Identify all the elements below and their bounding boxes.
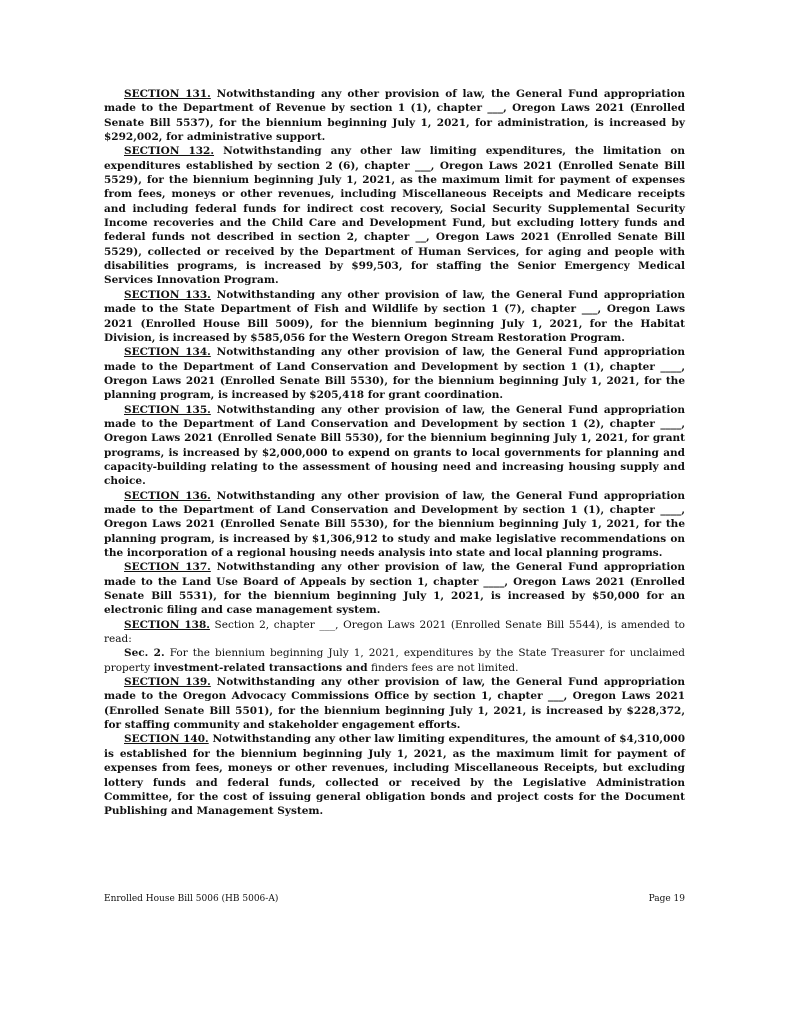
section-text: Notwithstanding any other provision of law, the General Fund appropriation made to the Department of Revenue by section 1 (1), chapter ___, Oregon Laws 2021 (Enrolled Senate Bill 5537), for the biennium beginning July 1, 2021, for administration, is increased by $292,002, for administrative support. [104,88,686,144]
section-text: Notwithstanding any other provision of law, the General Fund appropriation made to the State Department of Fish and Wildlife by section 1 (7), chapter ___, Oregon Laws 2021 (Enrolled House Bill 5009), for the biennium beginning July 1, 2021, for the Habitat Division, is increased by $585,056 for the Western Oregon Stream Restoration Program. [104,288,686,344]
section-133 [104,288,685,345]
section-label: SECTION 131. [124,88,211,100]
document-body [104,87,685,819]
footer-bill-name: Enrolled House Bill 5006 (HB 5006-A) [104,894,279,904]
section-136 [104,489,685,561]
section-139 [104,675,685,732]
section-label: SECTION 139. [124,676,211,689]
amendment-bold-text: investment-related transactions and [153,661,368,674]
section-134 [104,345,685,402]
amendment-label: Sec. 2. [124,647,165,660]
section-label: SECTION 135. [124,403,211,416]
footer-page-number: Page 19 [648,894,685,904]
sec-2-amendment [104,646,685,675]
section-label: SECTION 140. [124,733,209,746]
section-label: SECTION 132. [124,145,215,158]
section-text: Notwithstanding any other provision of law, the General Fund appropriation made to the Department of Land Conservation and Development by section 1 (1), chapter ____, Oregon Laws 2021 (Enrolled Senate Bill 5530), for the biennium beginning July 1, 2021, for the planning program, is increased by $1,306,912 to study and make legislative recommendations on the incorporation of a regional housing needs analysis into state and local planning programs. [104,489,686,559]
section-137 [104,560,685,617]
section-text: Notwithstanding any other provision of law, the General Fund appropriation made to the Department of Land Conservation and Development by section 1 (1), chapter ____, Oregon Laws 2021 (Enrolled Senate Bill 5530), for the biennium beginning July 1, 2021, for the planning program, is increased by $205,418 for grant coordination. [104,346,686,402]
amendment-text-end: finders fees are not limited. [370,661,519,674]
section-135 [104,403,685,489]
section-label: SECTION 138. [124,618,210,631]
section-label: SECTION 137. [124,561,211,574]
section-132 [104,144,685,287]
section-text: Notwithstanding any other provision of law, the General Fund appropriation made to the Land Use Board of Appeals by section 1, chapter ____, Oregon Laws 2021 (Enrolled Senate Bill 5531), for the biennium beginning July 1, 2021, is increased by $50,000 for an electronic filing and case management system. [104,561,686,617]
section-text: Notwithstanding any other provision of law, the General Fund appropriation made to the Oregon Advocacy Commissions Office by section 1, chapter ___, Oregon Laws 2021 (Enrolled Senate Bill 5501), for the biennium beginning July 1, 2021, is increased by $228,372, for staffing community and stakeholder engagement efforts. [104,676,686,732]
section-text: Notwithstanding any other provision of law, the General Fund appropriation made to the Department of Land Conservation and Development by section 1 (2), chapter ____, Oregon Laws 2021 (Enrolled Senate Bill 5530), for the biennium beginning July 1, 2021, for grant programs, is increased by $2,000,000 to expend on grants to local governments for planning and capacity-building relating to the assessment of housing need and increasing housing supply and choice. [104,403,686,488]
page-footer [104,894,685,904]
section-text: Notwithstanding any other law limiting expenditures, the limitation on expenditures established by section 2 (6), chapter ___, Oregon Laws 2021 (Enrolled Senate Bill 5529), for the biennium beginning July 1, 2021, as the maximum limit for payment of expenses from fees, moneys or other revenues, including Miscellaneous Receipts and Medicare receipts and including federal funds for indirect cost recovery, Social Security Supplemental Security Income recoveries and the Child Care and Development Fund, but excluding lottery funds and federal funds not described in section 2, chapter __, Oregon Laws 2021 (Enrolled Senate Bill 5529), collected or received by the Department of Human Services, for aging and people with disabilities programs, is increased by $99,503, for staffing the Senior Emergency Medical Services Innovation Program. [104,145,686,287]
amendment-text: For the biennium beginning July 1, 2021, expenditures by the State Treasurer for unclaimed property [104,647,685,674]
section-131 [104,87,685,144]
section-label: SECTION 133. [124,288,211,301]
section-138 [104,618,685,647]
section-140 [104,732,685,818]
section-label: SECTION 136. [124,489,211,502]
section-text: Notwithstanding any other law limiting expenditures, the amount of $4,310,000 is established for the biennium beginning July 1, 2021, as the maximum limit for payment of expenses from fees, moneys or other revenues, including Miscellaneous Receipts, but excluding lottery funds and federal funds, collected or received by the Legislative Administration Committee, for the cost of issuing general obligation bonds and project costs for the Document Publishing and Management System. [104,733,685,818]
section-text: Section 2, chapter ___, Oregon Laws 2021 (Enrolled Senate Bill 5544), is amended to read: [104,618,685,646]
section-label: SECTION 134. [124,346,211,359]
